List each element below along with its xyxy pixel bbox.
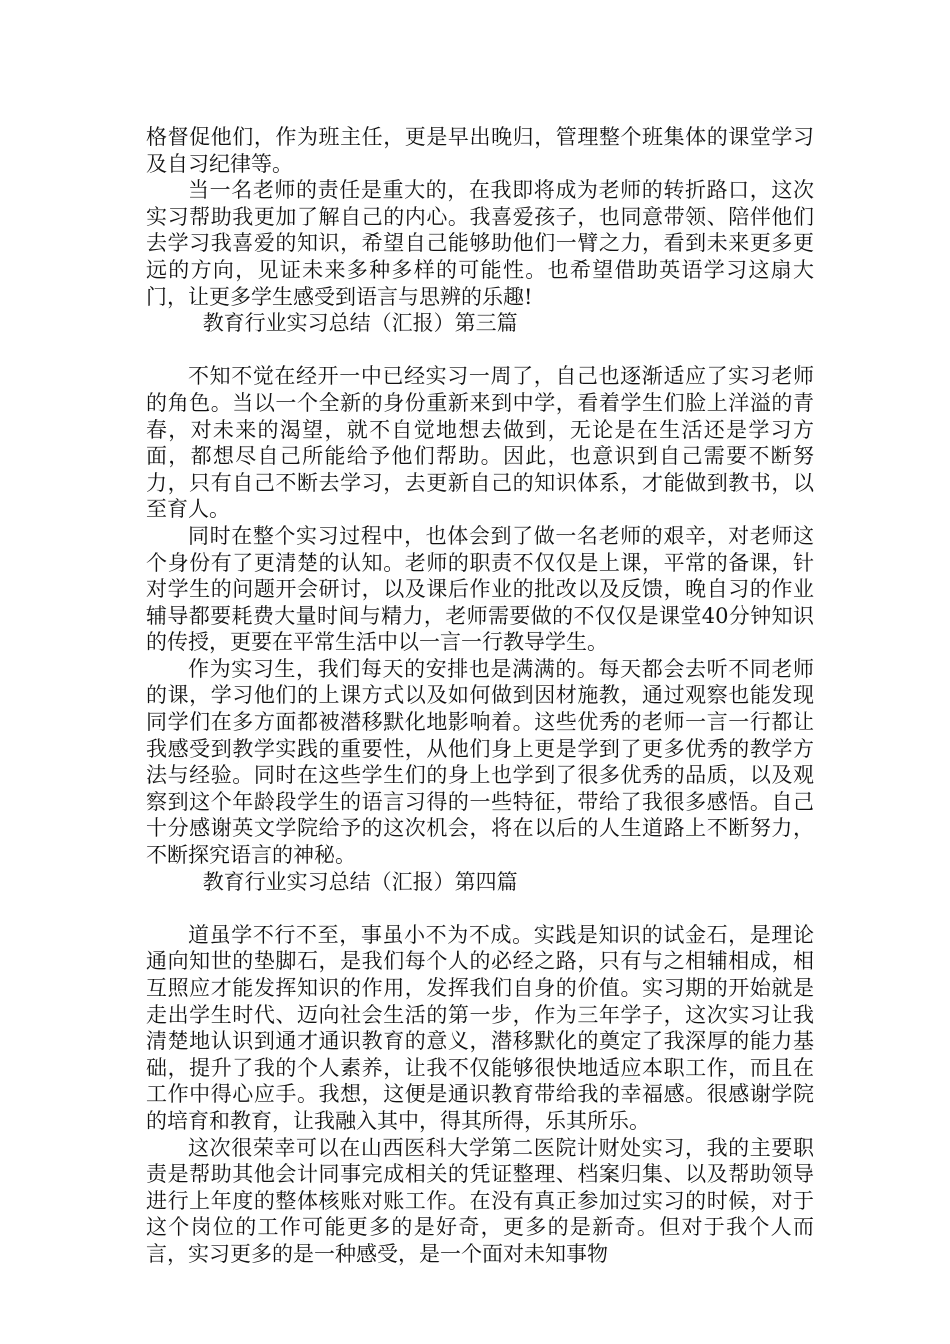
document-page (146, 124, 814, 1268)
blank-line (146, 895, 814, 922)
paragraph: 道虽学不行不至，事虽小不为不成。实践是知识的试金石，是理论通向知世的垫脚石，是我们每个人的必经之路，只有与之相辅相成，相互照应才能发挥知识的作用，发挥我们自身的价值。实习期的开始就是走出学生时代、迈向社会生活的第一步，作为三年学子，这次实习让我清楚地认识到通才通识教育的意义，潜移默化的奠定了我深厚的能力基础，提升了我的个人素养，让我不仅能够很快地适应本职工作，而且在工作中得心应手。我想，这便是通识教育带给我的幸福感。很感谢学院的培育和教育，让我融入其中，得其所得，乐其所乐。 (146, 922, 814, 1133)
section-heading-fourth: 教育行业实习总结（汇报）第四篇 (202, 869, 518, 894)
blank-line (146, 337, 814, 364)
paragraph: 不知不觉在经开一中已经实习一周了，自己也逐渐适应了实习老师的角色。当以一个全新的身份重新来到中学，看着学生们脸上洋溢的青春，对未来的渴望，就不自觉地想去做到，无论是在生活还是学习方面，都想尽自己所能给予他们帮助。因此，也意识到自己需要不断努力，只有自己不断去学习，去更新自己的知识体系，才能做到教书，以至育人。 (146, 364, 814, 522)
section-heading-third: 教育行业实习总结（汇报）第三篇 (202, 311, 518, 336)
paragraph: 当一名老师的责任是重大的，在我即将成为老师的转折路口，这次实习帮助我更加了解自己的内心。我喜爱孩子，也同意带领、陪伴他们去学习我喜爱的知识，希望自己能够助他们一臂之力，看到未来更多更远的方向，见证未来多种多样的可能性。也希望借助英语学习这扇大门，让更多学生感受到语言与思辨的乐趣! (146, 178, 814, 309)
paragraph: 这次很荣幸可以在山西医科大学第二医院计财处实习，我的主要职责是帮助其他会计同事完成相关的凭证整理、档案归集、以及帮助领导进行上年度的整体核账对账工作。在没有真正参加过实习的时候，对于这个岗位的工作可能更多的是好奇，更多的是新奇。但对于我个人而言，实习更多的是一种感受，是一个面对未知事物 (146, 1135, 814, 1266)
paragraph-continuation: 格督促他们，作为班主任，更是早出晚归，管理整个班集体的课堂学习及自习纪律等。 (146, 125, 814, 176)
paragraph: 同时在整个实习过程中，也体会到了做一名老师的艰辛，对老师这个身份有了更清楚的认知。老师的职责不仅仅是上课，平常的备课，针对学生的问题开会研讨，以及课后作业的批改以及反馈，晚自习的作业辅导都要耗费大量时间与精力，老师需要做的不仅仅是课堂40分钟知识的传授，更要在平常生活中以一言一行教导学生。 (146, 523, 814, 655)
paragraph: 作为实习生，我们每天的安排也是满满的。每天都会去听不同老师的课，学习他们的上课方式以及如何做到因材施教，通过观察也能发现同学们在多方面都被潜移默化地影响着。这些优秀的老师一言一行都让我感受到教学实践的重要性，从他们身上更是学到了更多优秀的教学方法与经验。同时在这些学生们的身上也学到了很多优秀的品质，以及观察到这个年龄段学生的语言习得的一些特征，带给了我很多感悟。自己十分感谢英文学院给予的这次机会，将在以后的人生道路上不断努力，不断探究语言的神秘。 (146, 656, 814, 868)
